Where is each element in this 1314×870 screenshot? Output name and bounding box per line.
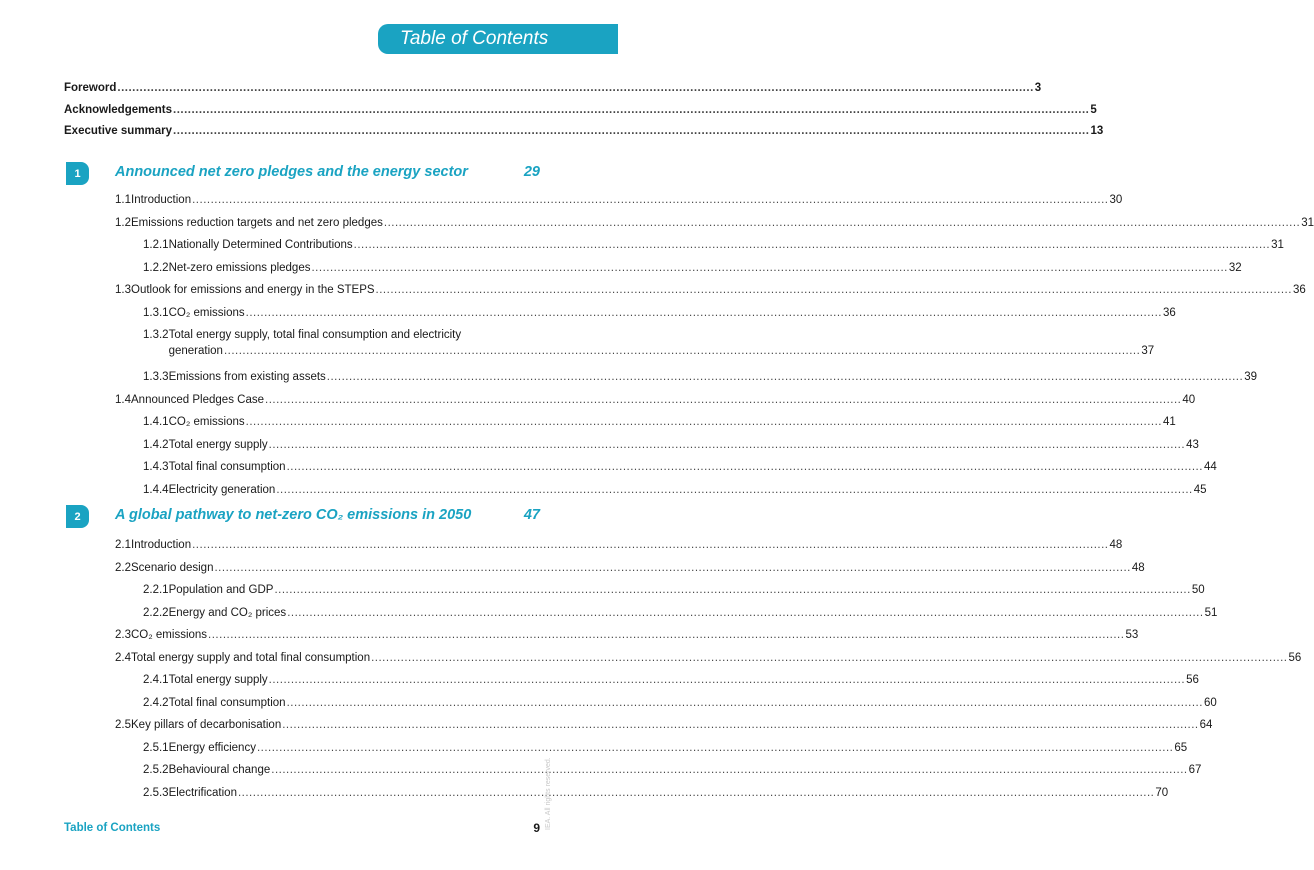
leader-dots — [265, 394, 1181, 406]
toc-entry-page: 64 — [1199, 719, 1213, 731]
toc-entry-label: Outlook for emissions and energy in the STEPS — [131, 284, 375, 296]
toc-entry-page: 43 — [1186, 438, 1199, 451]
toc-entry[interactable] — [143, 261, 1242, 274]
toc-entry-page: 31 — [1271, 239, 1284, 251]
toc-entry-number: 1.4.1 — [143, 416, 169, 428]
toc-entry[interactable] — [143, 483, 1207, 496]
toc-entry-number: 1.4 — [115, 393, 131, 406]
toc-entry-page: 3 — [1034, 82, 1042, 94]
leader-dots — [173, 104, 1089, 116]
watermark — [545, 720, 559, 830]
toc-entry-page: 53 — [1125, 629, 1139, 641]
toc-entry-page: 67 — [1188, 764, 1202, 776]
toc-entry-label: Energy and CO₂ prices — [168, 606, 287, 619]
leader-dots — [287, 697, 1203, 709]
toc-entry-label: Total final consumption — [168, 461, 286, 473]
leader-dots — [214, 562, 1130, 574]
toc-entry-number: 1.2.2 — [143, 261, 169, 274]
chapter-page: 29 — [523, 164, 540, 180]
leader-dots — [371, 652, 1287, 664]
chapter-title[interactable]: A global pathway to net-zero CO₂ emissions in 2050 — [115, 507, 472, 523]
toc-entry-page: 48 — [1109, 539, 1123, 551]
leader-dots — [271, 764, 1187, 776]
leader-dots — [192, 539, 1108, 551]
toc-entry-number: 2.5.3 — [143, 786, 169, 799]
toc-entry-label: Executive summary — [64, 125, 173, 137]
toc-entry[interactable] — [143, 371, 1257, 383]
toc-entry[interactable] — [143, 584, 1205, 596]
footer-label: Table of Contents — [64, 822, 161, 834]
toc-entry-page: 60 — [1203, 696, 1217, 709]
leader-dots — [238, 787, 1154, 799]
toc-entry-label: Electricity generation — [168, 483, 276, 496]
leader-dots — [287, 461, 1203, 473]
toc-entry[interactable] — [115, 561, 1145, 574]
toc-entry-foreword[interactable] — [64, 82, 1042, 94]
footer-page-number: 9 — [533, 821, 540, 835]
leader-dots — [246, 416, 1162, 428]
toc-entry-label: Behavioural change — [168, 764, 271, 776]
toc-entry[interactable] — [115, 629, 1139, 641]
toc-entry[interactable] — [115, 719, 1213, 731]
toc-entry-page: 44 — [1203, 461, 1217, 473]
toc-entry[interactable] — [143, 438, 1199, 451]
leader-dots — [208, 629, 1124, 641]
toc-entry-number: 1.4.4 — [143, 483, 169, 496]
leader-dots — [173, 125, 1089, 137]
toc-entry[interactable] — [143, 741, 1188, 754]
toc-entry-number: 1.2 — [115, 216, 131, 229]
chapter-badge: 2 — [66, 505, 89, 528]
toc-entry[interactable] — [143, 674, 1199, 686]
toc-entry-number: 2.5.2 — [143, 764, 169, 776]
toc-entry-label: Total energy supply, total final consumption and electricity — [168, 329, 462, 341]
chapter-page: 47 — [523, 507, 540, 523]
toc-entry[interactable] — [143, 329, 1155, 357]
toc-entry-page: 48 — [1131, 561, 1145, 574]
toc-entry-label: Emissions from existing assets — [168, 371, 326, 383]
toc-entry[interactable] — [143, 696, 1217, 709]
toc-entry-page: 37 — [1141, 345, 1155, 357]
toc-entry-executive-summary[interactable] — [64, 125, 1104, 137]
toc-entry[interactable] — [143, 306, 1176, 319]
toc-entry-label: Electrification — [168, 786, 237, 799]
page-title: Table of Contents — [400, 28, 549, 49]
leader-dots — [224, 345, 1140, 357]
toc-entry[interactable] — [115, 216, 1314, 229]
toc-entry-label: Total energy supply — [168, 438, 268, 451]
toc-entry-acknowledgements[interactable] — [64, 104, 1097, 116]
toc-entry[interactable] — [143, 461, 1217, 473]
toc-entry-label: CO₂ emissions — [131, 629, 208, 641]
toc-entry-number: 1.4.3 — [143, 461, 169, 473]
toc-entry-label: Population and GDP — [168, 584, 274, 596]
toc-entry-number: 1.3 — [115, 284, 131, 296]
toc-entry[interactable] — [143, 239, 1284, 251]
leader-dots — [117, 82, 1033, 94]
toc-entry-page: 39 — [1244, 371, 1257, 383]
toc-entry-number: 1.3.1 — [143, 306, 169, 319]
toc-entry-page: 70 — [1155, 786, 1169, 799]
toc-entry[interactable] — [143, 606, 1218, 619]
toc-entry-page: 51 — [1204, 606, 1218, 619]
toc-entry[interactable] — [115, 651, 1302, 664]
toc-entry-page: 45 — [1193, 483, 1207, 496]
leader-dots — [327, 371, 1243, 383]
leader-dots — [276, 484, 1192, 496]
toc-entry-label: Scenario design — [131, 561, 214, 574]
leader-dots — [269, 674, 1185, 686]
toc-entry-label: Total energy supply and total final consumption — [131, 651, 371, 664]
toc-entry-page: 5 — [1090, 104, 1097, 116]
toc-entry-label: Announced Pledges Case — [131, 393, 264, 406]
toc-entry-label: CO₂ emissions — [168, 306, 245, 319]
toc-entry-page: 40 — [1182, 393, 1196, 406]
toc-entry-page: 56 — [1288, 651, 1302, 664]
toc-entry-page: 65 — [1174, 741, 1188, 754]
toc-entry-page: 50 — [1191, 584, 1205, 596]
toc-entry-number: 2.1 — [115, 539, 131, 551]
toc-entry[interactable] — [115, 539, 1123, 551]
toc-entry-number: 2.4.2 — [143, 696, 169, 709]
toc-entry-label: Foreword — [64, 82, 117, 94]
toc-entry-number: 2.2.1 — [143, 584, 169, 596]
toc-entry-label: Acknowledgements — [64, 104, 172, 116]
leader-dots — [376, 284, 1292, 296]
leader-dots — [246, 307, 1162, 319]
toc-entry-label: Nationally Determined Contributions — [168, 239, 353, 251]
toc-entry-number: 2.4.1 — [143, 674, 169, 686]
toc-entry[interactable] — [115, 284, 1306, 296]
toc-entry-page: 32 — [1228, 261, 1242, 274]
toc-entry-number: 1.2.1 — [143, 239, 169, 251]
toc-entry[interactable] — [115, 393, 1196, 406]
leader-dots — [282, 719, 1198, 731]
toc-entry-page: 56 — [1186, 674, 1199, 686]
chapter-title[interactable]: Announced net zero pledges and the energy sector — [115, 164, 468, 180]
toc-entry-label: Total final consumption — [168, 696, 286, 709]
toc-entry-number: 1.4.2 — [143, 438, 169, 451]
toc-entry-number: 2.5 — [115, 719, 131, 731]
toc-entry-number: 1.3.2 — [143, 329, 169, 341]
leader-dots — [354, 239, 1270, 251]
toc-entry-label: Introduction — [131, 539, 192, 551]
chapter-badge: 1 — [66, 162, 89, 185]
toc-entry-label: Emissions reduction targets and net zero pledges — [131, 216, 383, 229]
toc-entry-page: 36 — [1163, 306, 1176, 319]
leader-dots — [274, 584, 1190, 596]
toc-entry[interactable] — [143, 764, 1202, 776]
toc-entry-number: 1.3.3 — [143, 371, 169, 383]
toc-entry-number: 2.5.1 — [143, 741, 169, 754]
toc-entry-page: 36 — [1292, 284, 1306, 296]
toc-entry-label: CO₂ emissions — [168, 416, 245, 428]
toc-entry-page: 30 — [1109, 194, 1123, 206]
toc-entry-label: Key pillars of decarbonisation — [131, 719, 282, 731]
toc-entry-label: Energy efficiency — [168, 741, 256, 754]
toc-entry-number: 2.2 — [115, 561, 131, 574]
leader-dots — [192, 194, 1108, 206]
watermark-text: IEA. All rights reserved. — [545, 757, 552, 830]
toc-entry-number: 2.2.2 — [143, 606, 169, 619]
leader-dots — [311, 262, 1227, 274]
leader-dots — [257, 742, 1173, 754]
toc-entry-number: 1.1 — [115, 194, 131, 206]
leader-dots — [384, 217, 1300, 229]
toc-entry-label: Net-zero emissions pledges — [168, 261, 311, 274]
toc-entry[interactable] — [143, 416, 1176, 428]
toc-entry-page: 31 — [1301, 216, 1314, 229]
toc-entry-page: 41 — [1163, 416, 1176, 428]
toc-entry-label-continued: generation — [168, 345, 223, 357]
toc-entry-page: 13 — [1090, 125, 1104, 137]
toc-entry-label: Introduction — [131, 194, 192, 206]
toc-entry-number: 2.3 — [115, 629, 131, 641]
toc-entry[interactable] — [115, 194, 1123, 206]
leader-dots — [287, 607, 1203, 619]
toc-entry[interactable] — [143, 786, 1169, 799]
toc-entry-label: Total energy supply — [168, 674, 268, 686]
leader-dots — [269, 439, 1185, 451]
toc-entry-number: 2.4 — [115, 651, 131, 664]
